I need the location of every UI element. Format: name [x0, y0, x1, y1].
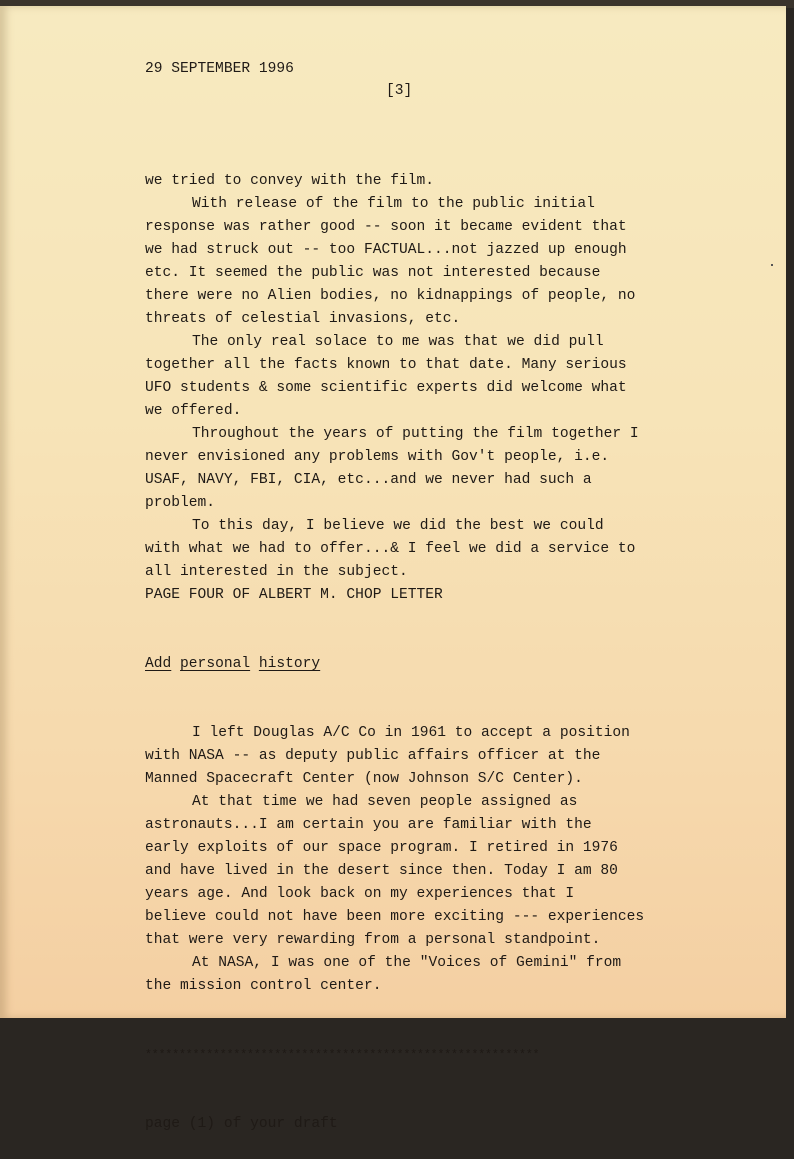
text-line: we tried to convey with the film. — [145, 173, 435, 189]
text-line: years age. And look back on my experiences that I — [145, 886, 575, 902]
text-line: threats of celestial invasions, etc. — [145, 311, 461, 327]
text-line: believe could not have been more exciting --- experiences — [145, 909, 645, 925]
asterisk-separator: ********************************************************** — [145, 1049, 540, 1062]
text-line: The only real solace to me was that we did pull — [192, 334, 604, 350]
text-line: that were very rewarding from a personal standpoint. — [145, 932, 601, 948]
text-line: response was rather good -- soon it became evident that — [145, 219, 627, 235]
text-line: To this day, I believe we did the best we could — [192, 518, 604, 534]
text-line: USAF, NAVY, FBI, CIA, etc...and we never had such a — [145, 472, 592, 488]
letter-body — [145, 124, 644, 1159]
text-line: PAGE FOUR OF ALBERT M. CHOP LETTER — [145, 587, 443, 603]
text-line: we had struck out -- too FACTUAL...not jazzed up enough — [145, 242, 627, 258]
text-line: all interested in the subject. — [145, 564, 408, 580]
text-line: never envisioned any problems with Gov't people, i.e. — [145, 449, 610, 465]
text-line: With release of the film to the public initial — [192, 196, 595, 212]
text-line: At that time we had seven people assigned as — [192, 794, 578, 810]
text-line: Manned Spacecraft Center (now Johnson S/C Center). — [145, 771, 583, 787]
text-line: problem. — [145, 495, 216, 511]
text-line: At NASA, I was one of the "Voices of Gemini" from — [192, 955, 622, 971]
subheading-word: history — [258, 656, 321, 672]
text-line: there were no Alien bodies, no kidnappings of people, no — [145, 288, 636, 304]
text-line: together all the facts known to that date. Many serious — [145, 357, 627, 373]
text-line: we offered. — [145, 403, 242, 419]
footer-note: page (1) of your draft — [145, 1116, 338, 1132]
text-line: etc. It seemed the public was not interested because — [145, 265, 601, 281]
text-line: UFO students & some scientific experts did welcome what — [145, 380, 627, 396]
text-line: with what we had to offer...& I feel we did a service to — [145, 541, 636, 557]
subheading-add-personal-history — [145, 653, 644, 676]
paper-speck — [771, 264, 773, 266]
text-line: Throughout the years of putting the film together I — [192, 426, 639, 442]
text-line: early exploits of our space program. I retired in 1976 — [145, 840, 618, 856]
page-number: [3] — [386, 83, 413, 99]
text-line: astronauts...I am certain you are familiar with the — [145, 817, 592, 833]
subheading-word: Add — [145, 656, 172, 672]
text-line: I left Douglas A/C Co in 1961 to accept a position — [192, 725, 630, 741]
text-line: and have lived in the desert since then. Today I am 80 — [145, 863, 618, 879]
subheading-word: personal — [180, 656, 251, 672]
text-line: with NASA -- as deputy public affairs officer at the — [145, 748, 601, 764]
text-line: the mission control center. — [145, 978, 382, 994]
letter-date: 29 SEPTEMBER 1996 — [145, 61, 294, 77]
